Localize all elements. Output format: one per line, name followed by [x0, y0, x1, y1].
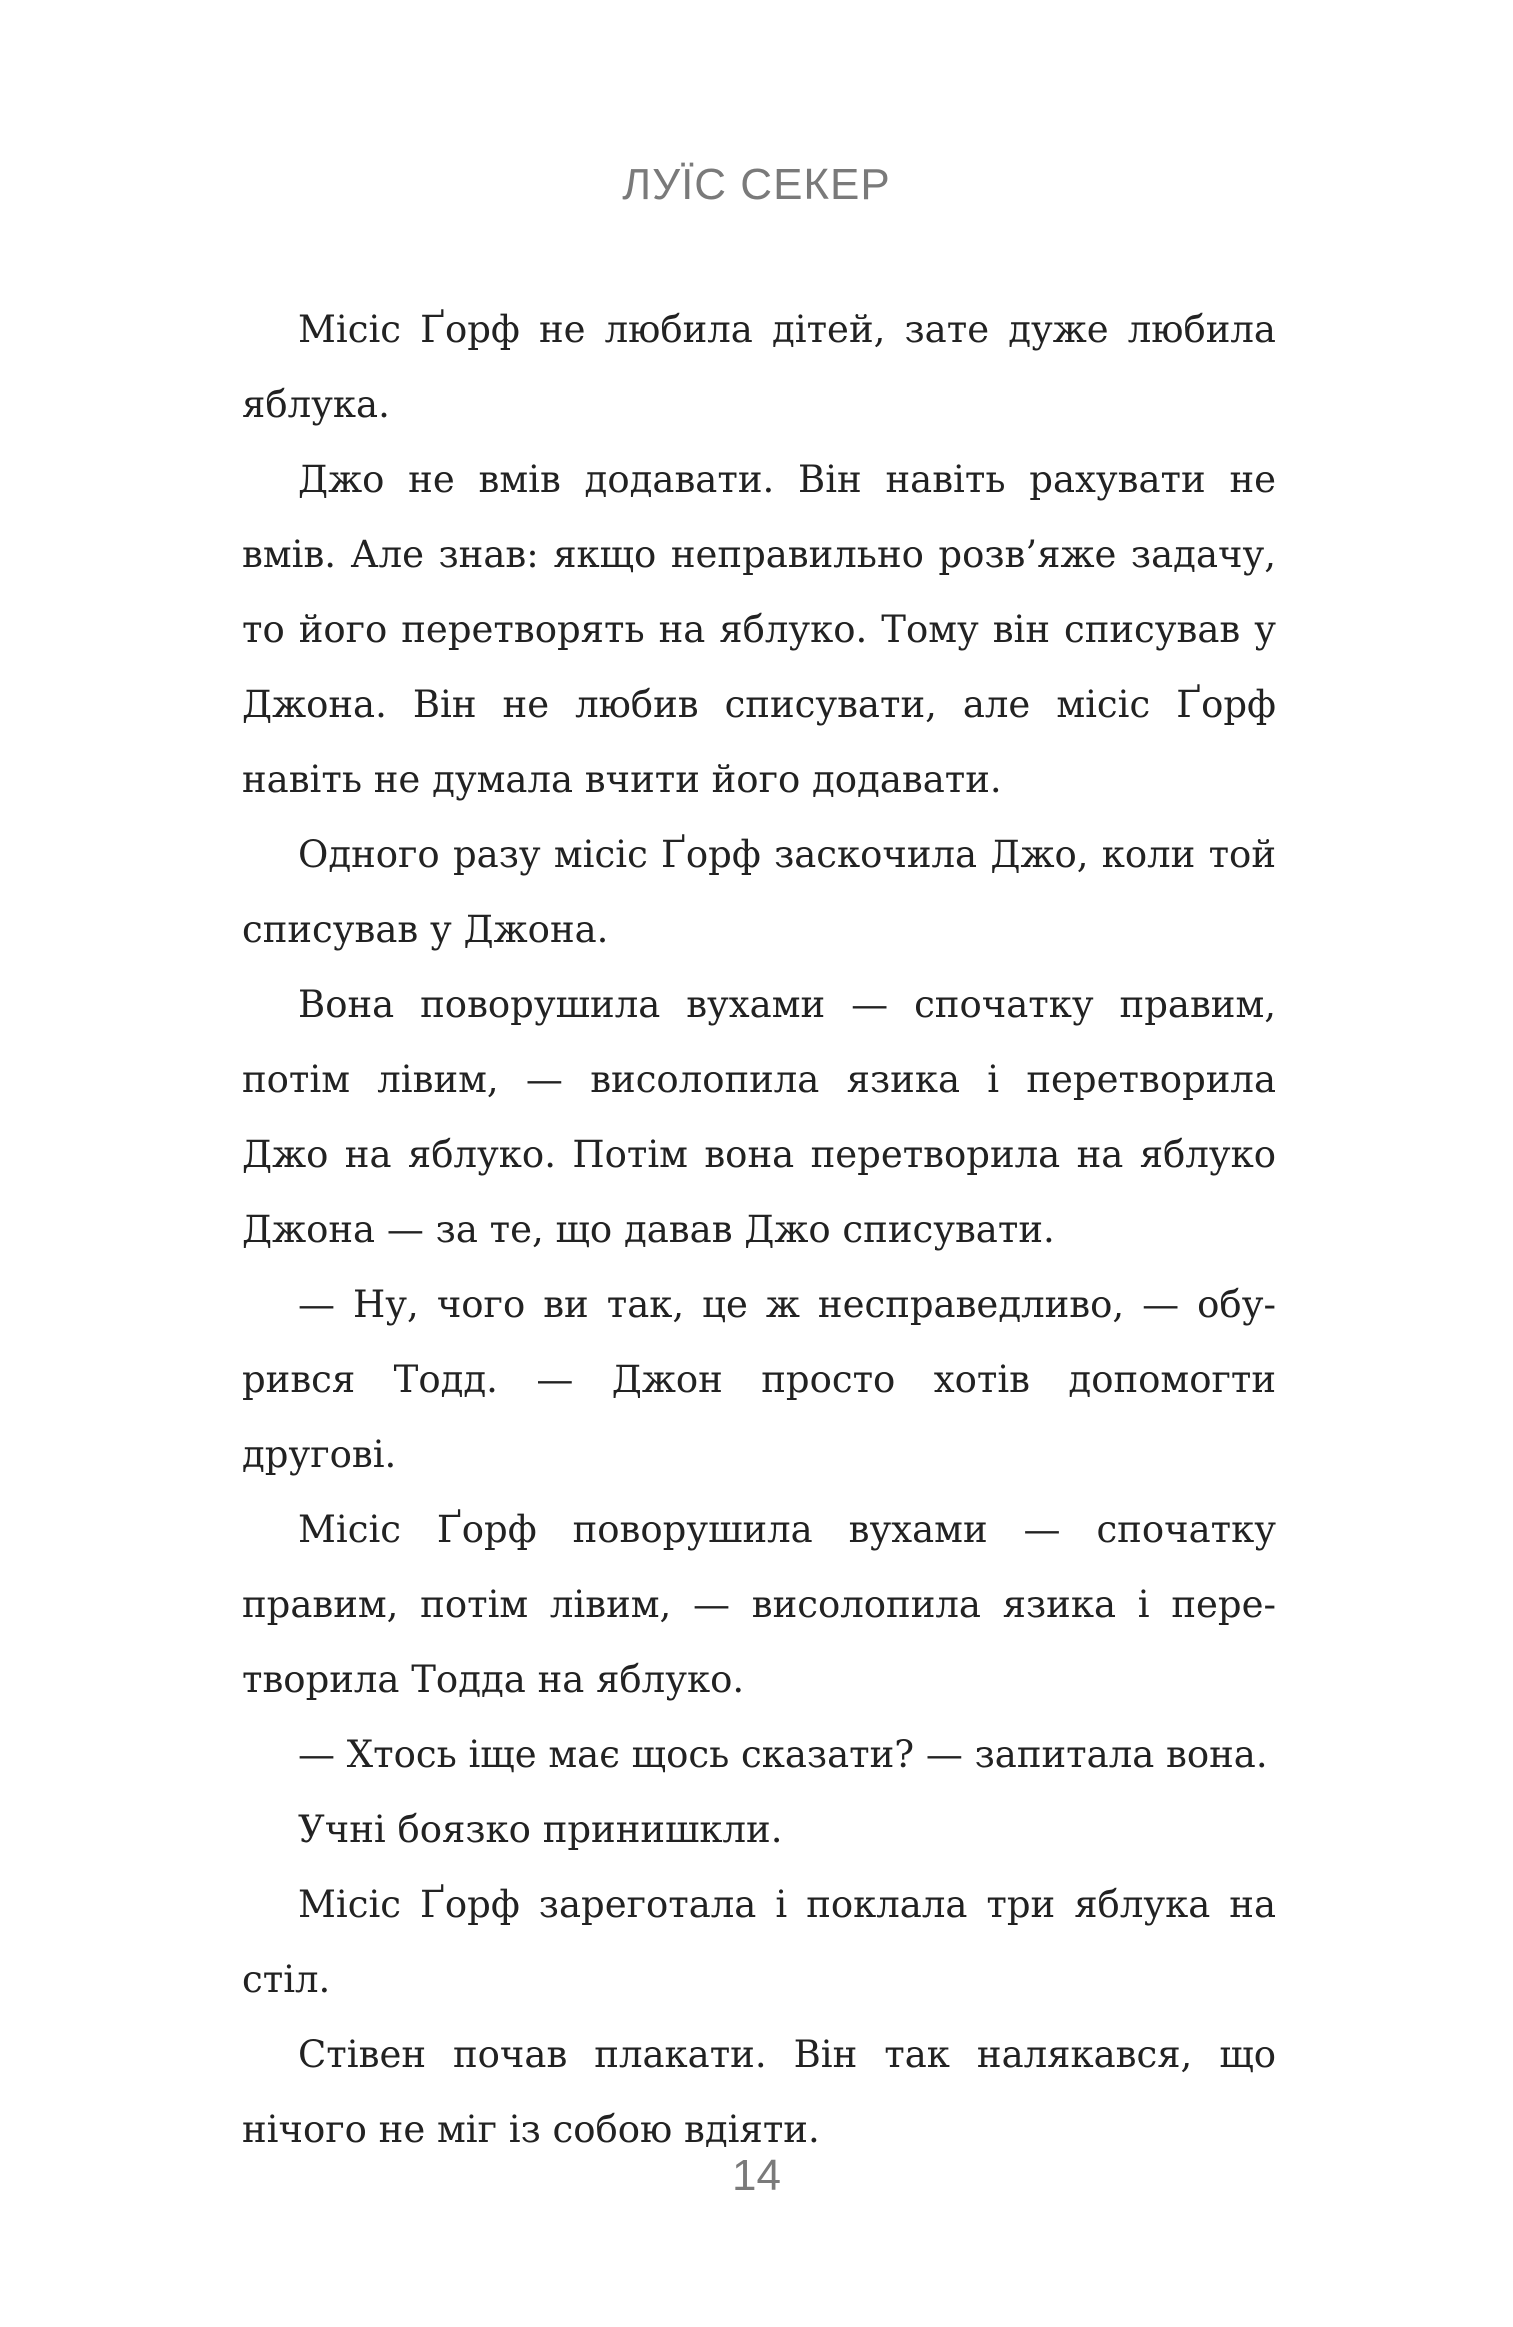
paragraph: — Ну, чого ви так, це ж несправедливо, — обурився Тодд. — Джон просто хотів допомогти другові.: [242, 1283, 1276, 1476]
paragraph: Вона поворушила вухами — спочатку правим, потім лівим, — висолопила язика і перетворила Джо на яблуко. Потім вона перетворила на яблуко Джона — за те, що давав Джо списувати.: [242, 983, 1276, 1251]
running-head-author: ЛУЇС СЕКЕР: [622, 160, 891, 209]
body-text: [242, 292, 1276, 2167]
paragraph: Місіс Ґорф поворушила вухами — спочатку правим, потім лівим, — висолопила язика і перетворила Тодда на яблуко.: [242, 1508, 1276, 1701]
paragraph: Джо не вмів додавати. Він навіть рахувати не вмів. Але знав: якщо неправильно розв’яже задачу, то його перетворять на яблуко. Тому він списував у Джона. Він не любив списувати, але місіс Ґорф навіть не думала вчити його додавати.: [242, 458, 1276, 801]
paragraph: Одного разу місіс Ґорф заскочила Джо, коли той списував у Джона.: [242, 833, 1276, 951]
paragraph: Місіс Ґорф не любила дітей, зате дуже любила яблука.: [242, 308, 1276, 426]
paragraph: Стівен почав плакати. Він так налякався, що нічого не міг із собою вдіяти.: [242, 2033, 1276, 2151]
page-number: 14: [732, 2151, 781, 2200]
paragraph: Місіс Ґорф зареготала і поклала три яблука на стіл.: [242, 1883, 1276, 2001]
paragraph: Учні боязко принишкли.: [298, 1808, 783, 1851]
paragraph: — Хтось іще має щось сказати? — запитала вона.: [298, 1733, 1268, 1776]
